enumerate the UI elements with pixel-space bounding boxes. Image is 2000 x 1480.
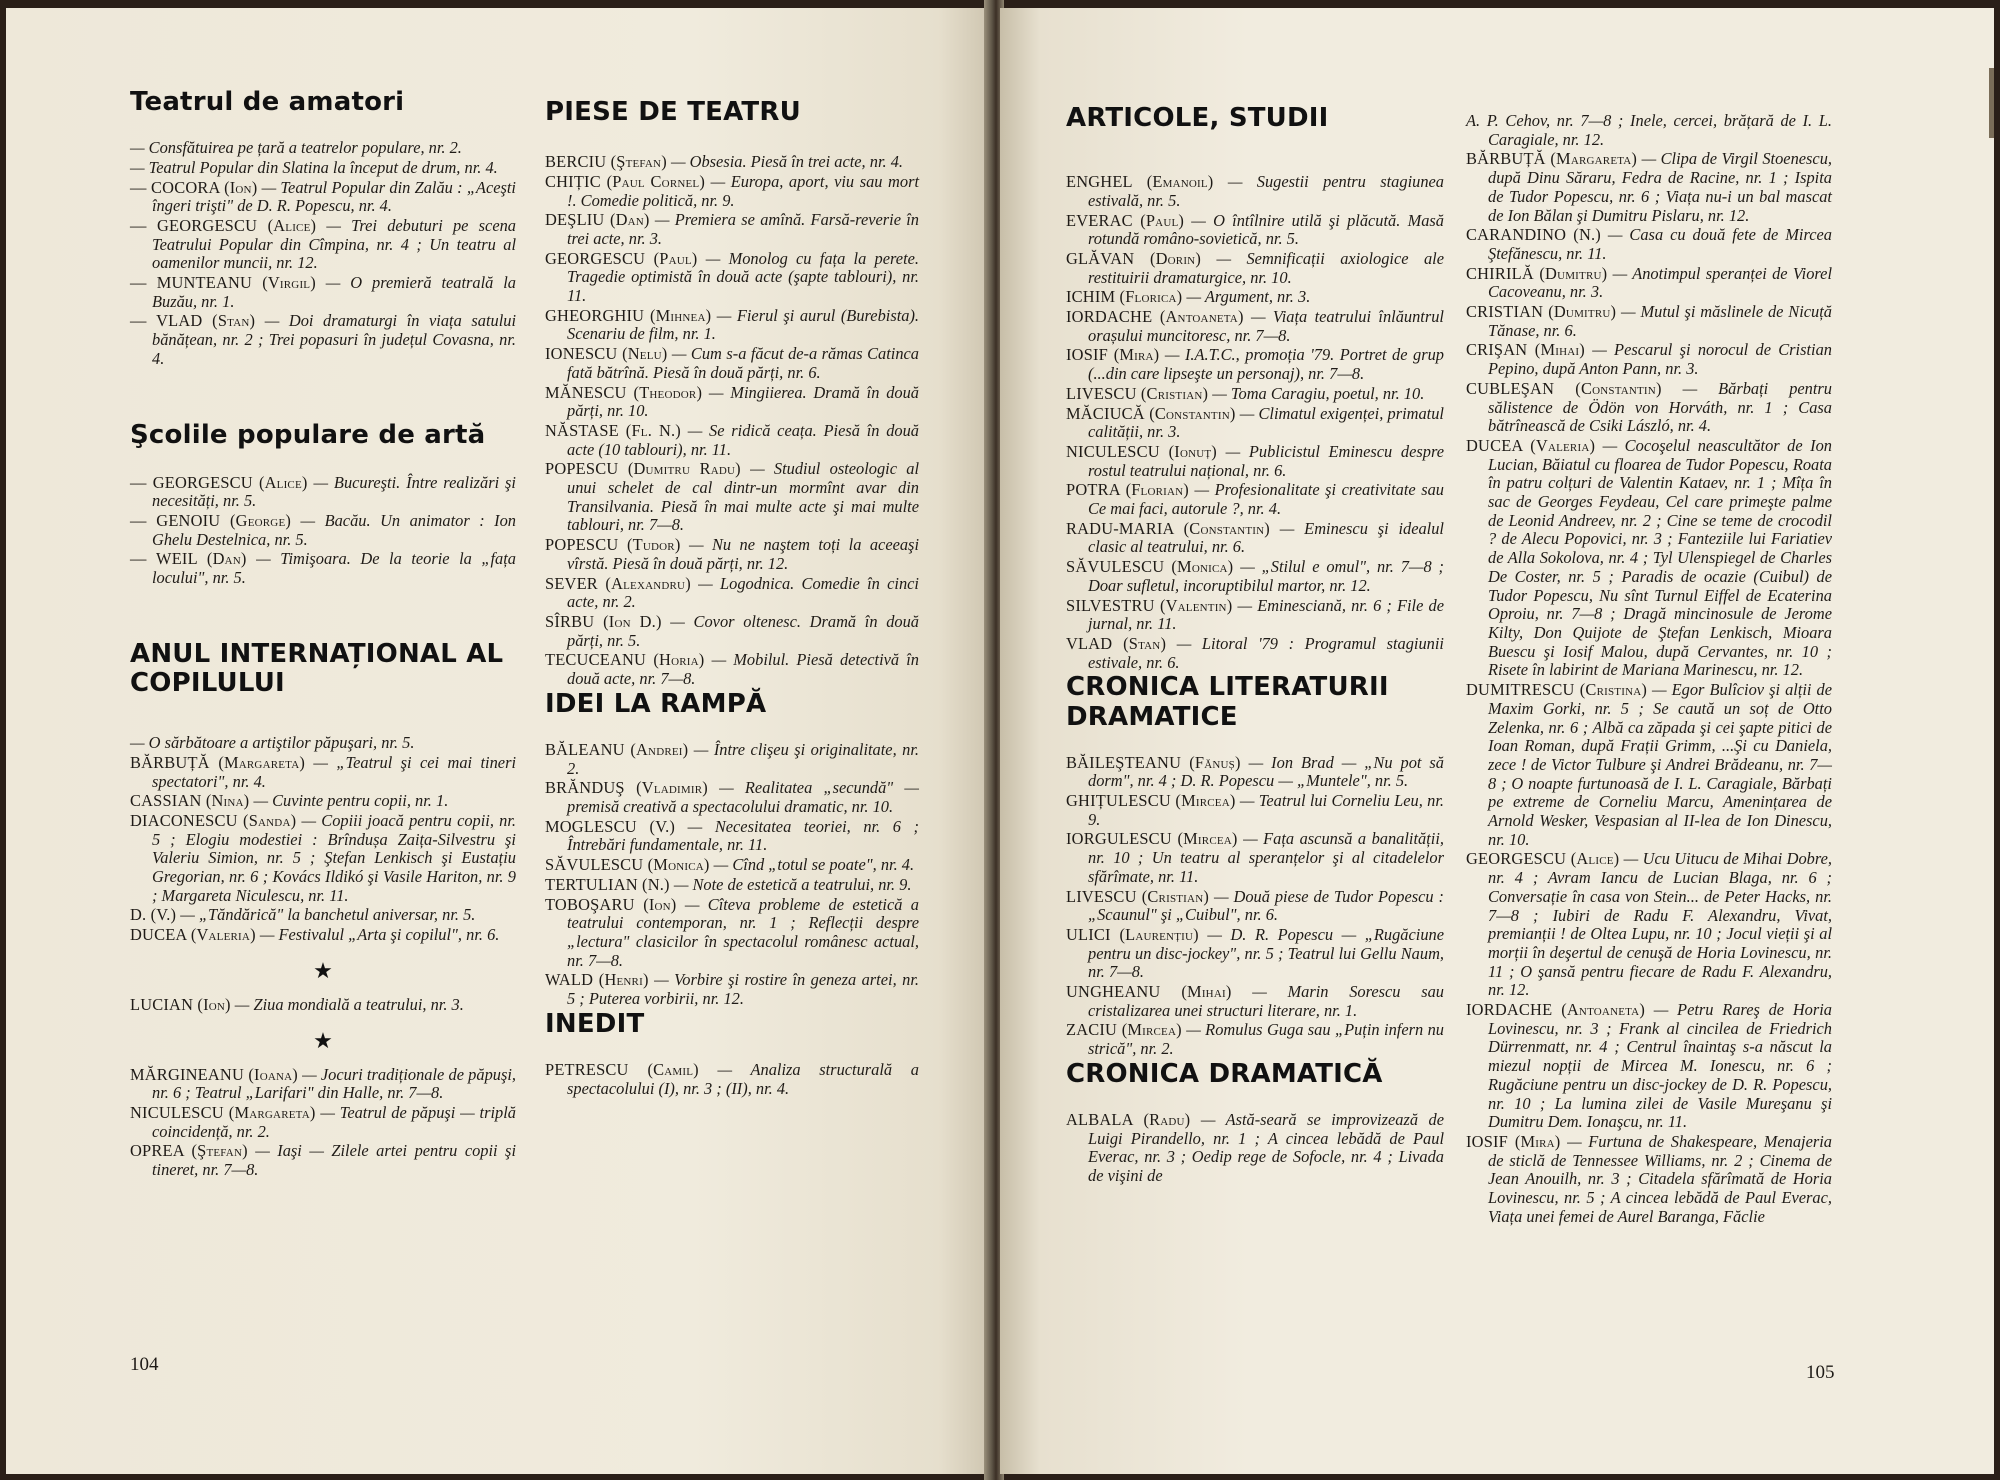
index-entry: [1466, 850, 1832, 1000]
entry-author: UNGHEANU (Mihai): [1066, 982, 1232, 1002]
entry-text: — Cîteva probleme de estetică a teatrului contemporan, nr. 1 ; Reflecții despre „lectura" clasicilor în spectacolul românesc actual, nr. 7—8.: [567, 894, 919, 970]
entry-author: IORDACHE (Antoaneta): [1466, 1000, 1645, 1020]
entry-text: — Monolog cu fața la perete. Tragedie optimistă în două acte (şapte tablouri), nr. 11.: [567, 248, 919, 306]
index-entry: [1466, 380, 1832, 436]
page-number-right: 105: [1806, 1362, 1835, 1383]
entry-text: — Două piese de Tudor Popescu : „Scaunul" şi „Cuibul", nr. 6.: [1088, 886, 1444, 925]
entry-text: — Petru Rareş de Horia Lovinescu, nr. 3 ; Frank al cincilea de Friedrich Dürrenmatt, nr. 4 ; Centrul înaintaş s-a născut la miezul nopții de Mircea M. Ionescu, nr. 6 ; Rugăciune pentru un disc-jockey de D. R. Popescu, nr. 10 ; La lumina zilei de Vasile Mureşanu şi Dumitru Dem. Ionaşcu, nr. 11.: [1488, 1000, 1832, 1132]
entry-text: — Necesitatea teoriei, nr. 6 ; Întrebări fundamentale, nr. 11.: [567, 816, 919, 855]
entry-author: BĂRBUȚĂ (Margareta): [130, 752, 306, 772]
index-entry: [130, 1066, 516, 1103]
entry-author: MĂNESCU (Theodor): [545, 382, 703, 402]
star-separator: ★: [313, 958, 333, 984]
entry-author: TECUCEANU (Horia): [545, 650, 705, 670]
entry-author: DIACONESCU (Sanda): [130, 810, 297, 830]
index-entry: [130, 996, 516, 1015]
entry-text: — Timişoara. De la teorie la „fața locului", nr. 5.: [152, 549, 516, 588]
entry-author: DUCEA (Valeria): [130, 925, 256, 945]
left-column-2: [545, 98, 919, 1099]
right-column-1: [1066, 104, 1444, 1187]
index-entry: [1066, 635, 1444, 672]
index-entry: [1066, 385, 1444, 404]
index-entry: [545, 876, 919, 895]
index-entry: [130, 312, 516, 368]
entry-author: LIVESCU (Cristian): [1066, 383, 1209, 403]
entry-text: — Toma Caragiu, poetul, nr. 10.: [1208, 383, 1425, 403]
entry-text: — Argument, nr. 3.: [1182, 287, 1311, 307]
entry-text: — Europa, aport, viu sau mort !. Comedie politică, nr. 9.: [567, 171, 919, 210]
index-entry: [545, 173, 919, 210]
entry-text: — Premiera se amînă. Farsă-reverie în trei acte, nr. 3.: [567, 210, 919, 248]
index-entry: [1466, 265, 1832, 302]
entry-text: — Nu ne naştem toți la aceeaşi vîrstă. Piesă în două părți, nr. 12.: [567, 535, 919, 573]
index-entry: [545, 153, 919, 172]
entry-author: D. (V.): [130, 905, 177, 925]
entry-text: A. P. Cehov, nr. 7—8 ; Inele, cercei, brățară de I. L. Caragiale, nr. 12.: [1466, 111, 1832, 149]
index-entry: [545, 818, 919, 855]
entry-text: — Casa cu două fete de Mircea Ştefănescu, nr. 11.: [1488, 225, 1833, 263]
index-entry: [1066, 830, 1444, 886]
entry-author: NICULESCU (Ionuț): [1066, 441, 1217, 461]
entry-text: — Mingiierea. Dramă în două părți, nr. 10.: [567, 382, 919, 421]
index-entry: [1466, 112, 1832, 149]
section-heading: INEDIT: [545, 1008, 645, 1039]
entry-text: — Litoral '79 : Programul stagiunii estivale, nr. 6.: [1088, 633, 1444, 672]
index-entry: [1066, 520, 1444, 557]
index-entry: [130, 906, 516, 925]
entry-author: — MUNTEANU (Virgil): [130, 273, 316, 293]
index-entry: [545, 779, 919, 816]
entry-author: SÎRBU (Ion D.): [545, 611, 662, 631]
entry-text: — Publicistul Eminescu despre rostul teatrului național, nr. 6.: [1088, 441, 1445, 480]
entry-text: — Teatrul Popular din Slatina la început de drum, nr. 4.: [130, 157, 498, 177]
entry-text: — I.A.T.C., promoția '79. Portret de grup (...din care lipseşte un personaj), nr. 7—8.: [1088, 345, 1444, 384]
index-entry: [130, 139, 516, 158]
index-entry: [1466, 303, 1832, 340]
entry-text: — Consfătuirea pe țară a teatrelor populare, nr. 2.: [130, 138, 462, 158]
entry-author: BERCIU (Ştefan): [545, 152, 667, 172]
entry-author: POPESCU (Tudor): [545, 535, 681, 555]
index-entry: [130, 474, 516, 511]
entry-author: GHIȚULESCU (Mircea): [1066, 791, 1236, 811]
entry-author: ALBALA (Radu): [1066, 1109, 1191, 1129]
index-entry: [545, 971, 919, 1008]
index-entry: [130, 550, 516, 587]
index-entry: [1066, 288, 1444, 307]
entry-text: — Eminesciană, nr. 6 ; File de jurnal, nr. 11.: [1088, 595, 1444, 634]
index-entry: [545, 345, 919, 382]
entry-author: DEŞLIU (Dan): [545, 210, 650, 230]
page-edge-mark: [1989, 68, 1994, 138]
index-entry: [1066, 1111, 1444, 1186]
entry-text: — „Stilul e omul", nr. 7—8 ; Doar sufletul, incoruptibilul martor, nr. 12.: [1088, 557, 1444, 595]
entry-author: MĂRGINEANU (Ioana): [130, 1064, 298, 1084]
entry-author: WALD (Henri): [545, 970, 649, 990]
entry-author: — COCORA (Ion): [130, 177, 258, 197]
entry-text: — Cocoşelul neascultător de Ion Lucian, Băiatul cu floarea de Tudor Popescu, Roata în patru colțuri de Valentin Kataev, nr. 1 ; Mîța în sac de Georges Feydeau, Cel care primeşte palme de Leonid Andreev, nr. 2 ; Cine se teme de crocodil ? de Alecu Popovici, nr. 3 ; Fanteziile lui Fariatiev de Alla Sokolova, nr. 4 ; Tyl Ulenspiegel de Charles De Coster, nr. 5 ; Paradis de ocazie (Cuibul) de Tudor Popescu, Nu sînt Turnul Eiffel de Ecaterina Oproiu, nr. 7—8 ; Dragă mincinosule de Jerome Kilty, Don Quijote de Ştefan Lenkisch, Mioara Buescu şi Iosif Malou, după Cervantes, nr. 10 ; Risete în labirint de Mariana Marinescu, nr. 12.: [1488, 435, 1832, 680]
entry-author: ENGHEL (Emanoil): [1066, 172, 1214, 192]
entry-author: GLĂVAN (Dorin): [1066, 248, 1201, 268]
index-entry: [1066, 888, 1444, 925]
entry-text: — O întîlnire utilă şi plăcută. Masă rotundă româno-sovietică, nr. 5.: [1088, 210, 1444, 249]
entry-author: LIVESCU (Cristian): [1066, 886, 1209, 906]
entry-text: — Logodnica. Comedie în cinci acte, nr. 2.: [567, 573, 919, 612]
page-number-left: 104: [130, 1354, 159, 1375]
entry-text: — Fața ascunsă a banalității, nr. 10 ; Un teatru al speranțelor şi al citadelelor sfărîmate, nr. 11.: [1088, 829, 1444, 886]
index-entry: [1466, 1133, 1832, 1227]
index-entry: [130, 1104, 516, 1141]
entry-author: ZACIU (Mircea): [1066, 1020, 1182, 1040]
star-separator: ★: [313, 1028, 333, 1054]
index-entry: [545, 250, 919, 306]
entry-text: — Sugestii pentru stagiunea estivală, nr. 5.: [1088, 172, 1444, 210]
entry-text: — Romulus Guga sau „Puțin infern nu strică", nr. 2.: [1088, 1020, 1444, 1059]
index-entry: [130, 217, 516, 273]
entry-text: — Festivalul „Arta şi copilul", nr. 6.: [255, 925, 500, 945]
entry-text: — Cînd „totul se poate", nr. 4.: [709, 855, 915, 875]
entry-author: CHIȚIC (Paul Cornel): [545, 171, 705, 191]
entry-text: — Ion Brad — „Nu pot să dorm", nr. 4 ; D. R. Popescu — „Muntele", nr. 5.: [1088, 752, 1444, 791]
index-entry: [1066, 1021, 1444, 1058]
index-entry: [1066, 926, 1444, 982]
index-entry: [545, 1061, 919, 1098]
index-entry: [1066, 754, 1444, 791]
index-entry: [545, 536, 919, 573]
index-entry: [545, 575, 919, 612]
index-entry: [130, 754, 516, 791]
index-entry: [130, 1142, 516, 1179]
entry-text: — Profesionalitate şi creativitate sau Ce mai faci, autorule ?, nr. 4.: [1088, 480, 1444, 519]
entry-author: MOGLESCU (V.): [545, 816, 676, 836]
index-entry: [1066, 983, 1444, 1020]
entry-author: EVERAC (Paul): [1066, 210, 1185, 230]
entry-author: GEORGESCU (Paul): [545, 248, 698, 268]
index-entry: [545, 651, 919, 688]
index-entry: [545, 460, 919, 535]
right-column-2: [1466, 112, 1832, 1227]
section-heading: CRONICA LITERATURII DRAMATICE: [1066, 672, 1389, 732]
entry-text: — Semnificații axiologice ale restituirii dramaturgice, nr. 10.: [1088, 248, 1444, 287]
entry-author: BĂILEŞTEANU (Fănuș): [1066, 752, 1241, 772]
entry-text: — Teatrul de păpuşi — triplă coincidență, nr. 2.: [152, 1102, 516, 1141]
index-entry: [1466, 341, 1832, 378]
entry-author: GHEORGHIU (Mihnea): [545, 305, 712, 325]
entry-text: — Bărbați pentru sălistence de Ödön von Horváth, nr. 1 ; Casa bătrînească de Csiki László, nr. 4.: [1488, 378, 1832, 436]
entry-author: CHIRILĂ (Dumitru): [1466, 263, 1608, 283]
entry-author: OPREA (Ştefan): [130, 1141, 248, 1161]
entry-author: ICHIM (Florica): [1066, 287, 1183, 307]
entry-author: BĂLEANU (Andrei): [545, 739, 689, 759]
entry-author: CRIŞAN (Mihai): [1466, 340, 1585, 360]
entry-text: — Obsesia. Piesă în trei acte, nr. 4.: [666, 152, 904, 172]
index-entry: [545, 896, 919, 971]
entry-text: — Mobilul. Piesă detectivă în două acte, nr. 7—8.: [567, 650, 919, 689]
entry-text: — Realitatea „secundă" — premisă creativă a spectacolului dramatic, nr. 10.: [567, 778, 919, 817]
entry-text: — Bucureşti. Între realizări şi necesități, nr. 5.: [152, 472, 516, 511]
entry-text: — Se ridică ceața. Piesă în două acte (10 tablouri), nr. 11.: [567, 420, 919, 459]
index-entry: [1066, 597, 1444, 634]
entry-author: — GEORGESCU (Alice): [130, 215, 317, 235]
entry-text: — Studiul osteologic al unui schelet de cal dintr-un mormînt avar din Transilvania. Piesă în mai multe acte şi mai multe tablouri, nr. 7—8.: [567, 459, 920, 535]
entry-text: — „Teatrul şi cei mai tineri spectatori", nr. 4.: [152, 752, 517, 791]
entry-text: — Marin Sorescu sau cristalizarea unei structuri literare, nr. 1.: [1088, 982, 1444, 1020]
entry-author: NICULESCU (Margareta): [130, 1102, 316, 1122]
entry-author: DUCEA (Valeria): [1466, 435, 1596, 455]
entry-author: MĂCIUCĂ (Constantin): [1066, 403, 1236, 423]
entry-text: — Climatul exigenței, primatul calității, nr. 3.: [1088, 403, 1444, 442]
entry-text: — „Tăndărică" la banchetul aniversar, nr. 5.: [176, 905, 476, 925]
entry-author: SEVER (Alexandru): [545, 573, 691, 593]
entry-author: CRISTIAN (Dumitru): [1466, 302, 1617, 322]
entry-text: — Cuvinte pentru copii, nr. 1.: [249, 791, 449, 811]
index-entry: [1066, 443, 1444, 480]
entry-author: IORDACHE (Antoaneta): [1066, 307, 1244, 327]
entry-author: CUBLEŞAN (Constantin): [1466, 378, 1662, 398]
entry-text: — Analiza structurală a spectacolului (I), nr. 3 ; (II), nr. 4.: [567, 1059, 919, 1098]
entry-author: VLAD (Stan): [1066, 633, 1167, 653]
entry-text: — Clipa de Virgil Stoenescu, după Dinu Săraru, Fedra de Racine, nr. 1 ; Ispita de Tudor Popescu, nr. 6 ; Viața nu-i un bal mascat de Ion Bălan şi Dumitru Pislaru, nr. 12.: [1488, 149, 1832, 225]
section-heading: PIESE DE TEATRU: [545, 97, 801, 127]
entry-text: — O premieră teatrală la Buzău, nr. 1.: [152, 273, 517, 311]
index-entry: [130, 512, 516, 549]
entry-text: — Ziua mondială a teatrului, nr. 3.: [230, 994, 464, 1014]
index-entry: [130, 734, 516, 753]
index-entry: [1066, 212, 1444, 249]
entry-author: IORGULESCU (Mircea): [1066, 829, 1238, 849]
index-entry: [545, 856, 919, 875]
entry-author: IOSIF (Mira): [1066, 345, 1160, 365]
entry-text: — Anotimpul speranței de Viorel Cacoveanu, nr. 3.: [1488, 263, 1832, 302]
entry-author: TOBOŞARU (Ion): [545, 894, 677, 914]
entry-text: — Copiii joacă pentru copii, nr. 5 ; Elogiu modestiei : Brîndușa Zaița-Silvestru şi Valeriu Simion, nr. 5 ; Ştefan Lenkisch şi Eustațiu Gregorian, nr. 6 ; Kovács Ildikó şi Vasile Hariton, nr. 9 ; Margareta Niculescu, nr. 11.: [152, 810, 517, 905]
entry-text: — Între clişeu şi originalitate, nr. 2.: [567, 739, 919, 778]
entry-author: — GENOIU (George): [130, 511, 292, 531]
index-entry: [1066, 250, 1444, 287]
entry-author: IOSIF (Mira): [1466, 1131, 1561, 1151]
entry-author: SĂVULESCU (Monica): [1066, 557, 1234, 577]
entry-author: BRĂNDUŞ (Vladimir): [545, 778, 708, 798]
index-entry: [545, 307, 919, 344]
entry-text: — Trei debuturi pe scena Teatrului Popular din Cîmpina, nr. 4 ; Un teatru al oamenilor muncii, nr. 12.: [152, 215, 516, 273]
entry-text: — Eminescu şi idealul clasic al teatrului, nr. 6.: [1088, 518, 1444, 557]
entry-text: — Teatrul Popular din Zalău : „Aceşti îngeri trişti" de D. R. Popescu, nr. 4.: [152, 177, 516, 216]
entry-author: CASSIAN (Nina): [130, 791, 250, 811]
entry-author: DUMITRESCU (Cristina): [1466, 680, 1648, 700]
entry-author: GEORGESCU (Alice): [1466, 849, 1620, 869]
section-heading: ANUL INTERNAȚIONAL AL COPILULUI: [130, 638, 504, 698]
entry-text: — Astă-seară se improvizează de Luigi Pirandello, nr. 1 ; A cincea lebădă de Paul Everac, nr. 3 ; Oedip rege de Sofocle, nr. 4 ; Livada de vişini de: [1088, 1109, 1444, 1186]
entry-author: POTRA (Florian): [1066, 480, 1189, 500]
entry-text: — Bacău. Un animator : Ion Ghelu Destelnica, nr. 5.: [152, 511, 516, 549]
entry-text: — Mutul şi măslinele de Nicuță Tănase, nr. 6.: [1488, 302, 1832, 340]
entry-author: NĂSTASE (Fl. N.): [545, 420, 681, 440]
left-column-1: [130, 88, 516, 1181]
index-entry: [1466, 150, 1832, 225]
entry-author: BĂRBUȚĂ (Margareta): [1466, 149, 1638, 169]
right-page: [1000, 8, 1994, 1474]
left-page: [6, 8, 988, 1474]
entry-text: — Pescarul şi norocul de Cristian Pepino, după Anton Pann, nr. 3.: [1488, 340, 1832, 379]
entry-author: IONESCU (Nelu): [545, 344, 668, 364]
entry-text: — Fierul şi aurul (Burebista). Scenariu de film, nr. 1.: [567, 305, 919, 344]
index-entry: [545, 613, 919, 650]
entry-text: — Note de estetică a teatrului, nr. 9.: [669, 874, 912, 894]
entry-author: LUCIAN (Ion): [130, 994, 231, 1014]
index-entry: [130, 179, 516, 216]
entry-author: SILVESTRU (Valentin): [1066, 595, 1233, 615]
index-entry: [545, 422, 919, 459]
section-heading: IDEI LA RAMPĂ: [545, 688, 767, 719]
entry-text: — Viața teatrului înlăuntrul orașului muncitoresc, nr. 7—8.: [1088, 307, 1444, 345]
entry-author: — VLAD (Stan): [130, 311, 256, 331]
entry-text: — Iaşi — Zilele artei pentru copii şi tineret, nr. 7—8.: [152, 1141, 516, 1180]
entry-author: RADU-MARIA (Constantin): [1066, 518, 1270, 538]
section-heading: CRONICA DRAMATICĂ: [1066, 1058, 1383, 1089]
section-heading: ARTICOLE, STUDII: [1066, 103, 1329, 133]
section-heading: Şcolile populare de artă: [130, 419, 486, 450]
entry-text: — Teatrul lui Corneliu Leu, nr. 9.: [1088, 791, 1445, 829]
entry-text: — Ucu Uitucu de Mihai Dobre, nr. 4 ; Avram Iancu de Lucian Blaga, nr. 6 ; Conversație în casa von Stein... de Peter Hacks, nr. 7—8 ; Iubiri de Radu F. Alexandru, Vivat, premianții ! de Oltea Lupu, nr. 10 ; Jocul vieții şi al morții în deşertul de cenuşă de Horia Lovinescu, nr. 11 ; O şansă pentru fiecare de Radu F. Alexandru, nr. 12.: [1488, 849, 1832, 1000]
index-entry: [1066, 173, 1444, 210]
index-entry: [1466, 681, 1832, 849]
index-entry: [130, 812, 516, 906]
index-entry: [130, 159, 516, 178]
entry-text: — Vorbire şi rostire în geneza artei, nr. 5 ; Puterea vorbirii, nr. 12.: [567, 970, 919, 1009]
entry-text: — Egor Bulîciov şi alții de Maxim Gorki, nr. 5 ; Se caută un soț de Otto Zelenka, nr. 6 ; Albă ca zăpada şi cei şapte pitici de Ioan Roman, după Frații Grimm, ...Şi cu Daniela, zece ! de Victor Tulbure şi Andrei Brădeanu, nr. 7—8 ; O noapte furtunoasă de I. L. Caragiale, Bărbați pe extreme de Corneliu Marcu, Amenințarea de Arnold Wesker, Vespasian al II-lea de Ion Dinescu, nr. 10.: [1488, 680, 1832, 849]
section-heading: Teatrul de amatori: [130, 87, 405, 117]
index-entry: [1466, 226, 1832, 263]
entry-text: — Jocuri tradiționale de păpuşi, nr. 6 ; Teatrul „Larifari" din Halle, nr. 7—8.: [152, 1064, 516, 1103]
index-entry: [1466, 437, 1832, 680]
entry-text: — D. R. Popescu — „Rugăciune pentru un disc-jockey", nr. 5 ; Teatrul lui Gellu Naum, nr. 7—8.: [1088, 924, 1445, 982]
entry-author: ULICI (Laurențiu): [1066, 924, 1199, 944]
index-entry: [1066, 558, 1444, 595]
index-entry: [1466, 1001, 1832, 1132]
index-entry: [130, 274, 516, 311]
index-entry: [130, 792, 516, 811]
entry-author: TERTULIAN (N.): [545, 874, 670, 894]
index-entry: [545, 211, 919, 248]
entry-text: — Covor oltenesc. Dramă în două părți, nr. 5.: [567, 611, 919, 650]
entry-text: — Furtuna de Shakespeare, Menajeria de sticlă de Tennessee Williams, nr. 2 ; Cinema de Jean Anouilh, nr. 3 ; Citadela sfărîmată de Horia Lovinescu, nr. 5 ; A cincea lebădă de Paul Everac, Viața unei femei de Aurel Baranga, Făclie: [1488, 1131, 1832, 1226]
entry-author: POPESCU (Dumitru Radu): [545, 459, 741, 479]
index-entry: [1066, 308, 1444, 345]
index-entry: [130, 926, 516, 945]
entry-author: — GEORGESCU (Alice): [130, 472, 308, 492]
entry-author: — WEIL (Dan): [130, 549, 247, 569]
index-entry: [1066, 792, 1444, 829]
index-entry: [545, 741, 919, 778]
index-entry: [1066, 405, 1444, 442]
entry-author: PETRESCU (Camil): [545, 1059, 699, 1079]
entry-text: — Cum s-a făcut de-a rămas Catinca fată bătrînă. Piesă în două părți, nr. 6.: [567, 344, 920, 382]
entry-author: CARANDINO (N.): [1466, 225, 1601, 245]
index-entry: [1066, 346, 1444, 383]
entry-text: — Doi dramaturgi în viața satului bănățean, nr. 2 ; Trei popasuri în județul Covasna, nr. 4.: [152, 311, 516, 368]
entry-text: — O sărbătoare a artiştilor păpuşari, nr. 5.: [130, 733, 415, 753]
index-entry: [1066, 481, 1444, 518]
index-entry: [545, 384, 919, 421]
entry-author: SĂVULESCU (Monica): [545, 855, 710, 875]
